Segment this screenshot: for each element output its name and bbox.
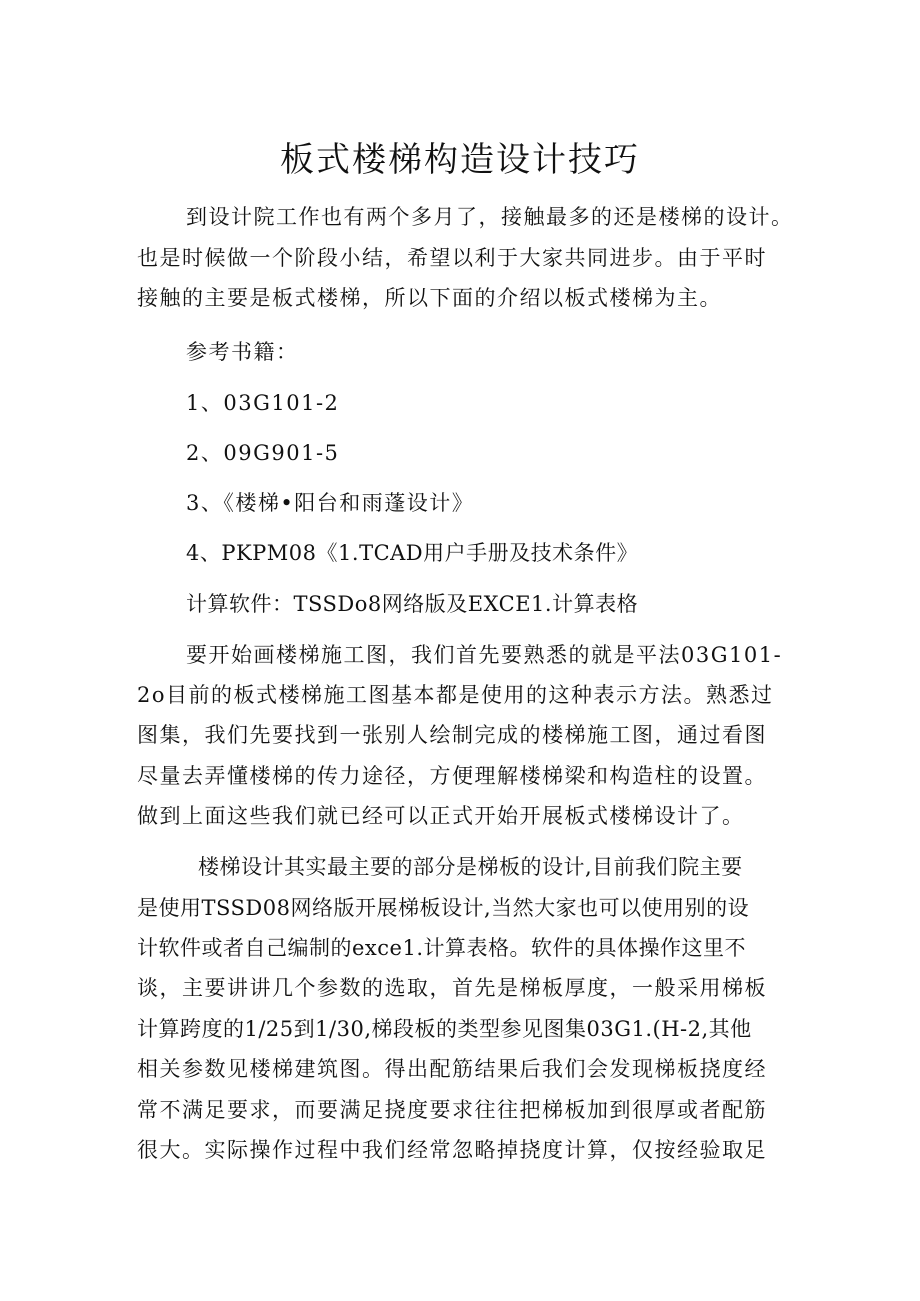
paragraph-line: 做到上面这些我们就已经可以正式开始开展板式楼梯设计了。 bbox=[137, 804, 745, 828]
intro-line: 接触的主要是板式楼梯，所以下面的介绍以板式楼梯为主。 bbox=[137, 286, 722, 310]
paragraph-line: 很大。实际操作过程中我们经常忽略掉挠度计算，仅按经验取足 bbox=[137, 1138, 767, 1162]
paragraph-line: 楼梯设计其实最主要的部分是梯板的设计,目前我们院主要 bbox=[198, 855, 743, 879]
intro-line: 到设计院工作也有两个多月了，接触最多的还是楼梯的设计。 bbox=[186, 205, 794, 229]
paragraph-line: 是使用TSSD08网络版开展梯板设计,当然大家也可以使用别的设 bbox=[137, 896, 750, 920]
paragraph-line: 计软件或者自己编制的exce1.计算表格。软件的具体操作这里不 bbox=[137, 936, 746, 960]
software-line: 计算软件：TSSDo8网络版及EXCE1.计算表格 bbox=[186, 592, 639, 616]
paragraph-line: 谈，主要讲讲几个参数的选取，首先是梯板厚度，一般采用梯板 bbox=[137, 976, 767, 1000]
reference-item: 4、PKPM08《1.TCAD用户手册及技术条件》 bbox=[186, 541, 639, 565]
paragraph-line: 尽量去弄懂楼梯的传力途径，方便理解楼梯梁和构造柱的设置。 bbox=[137, 764, 767, 788]
reference-item: 2、09G901-5 bbox=[186, 441, 340, 465]
intro-line: 也是时候做一个阶段小结，希望以利于大家共同进步。由于平时 bbox=[137, 246, 767, 270]
paragraph-line: 相关参数见楼梯建筑图。得出配筋结果后我们会发现梯板挠度经 bbox=[137, 1057, 767, 1081]
paragraph-line: 计算跨度的1/25到1/30,梯段板的类型参见图集03G1.(H-2,其他 bbox=[137, 1017, 752, 1041]
paragraph-line: 常不满足要求，而要满足挠度要求往往把梯板加到很厚或者配筋 bbox=[137, 1098, 767, 1122]
paragraph-line: 要开始画楼梯施工图，我们首先要熟悉的就是平法03G101- bbox=[186, 643, 783, 667]
document-title: 板式楼梯构造设计技巧 bbox=[280, 140, 640, 180]
reference-item: 1、03G101-2 bbox=[186, 391, 340, 415]
references-label: 参考书籍： bbox=[186, 340, 299, 364]
paragraph-line: 图集，我们先要找到一张别人绘制完成的楼梯施工图，通过看图 bbox=[137, 723, 767, 747]
reference-item: 3、《楼梯•阳台和雨蓬设计》 bbox=[186, 491, 475, 515]
paragraph-line: 2o目前的板式楼梯施工图基本都是使用的这种表示方法。熟悉过 bbox=[137, 683, 774, 707]
